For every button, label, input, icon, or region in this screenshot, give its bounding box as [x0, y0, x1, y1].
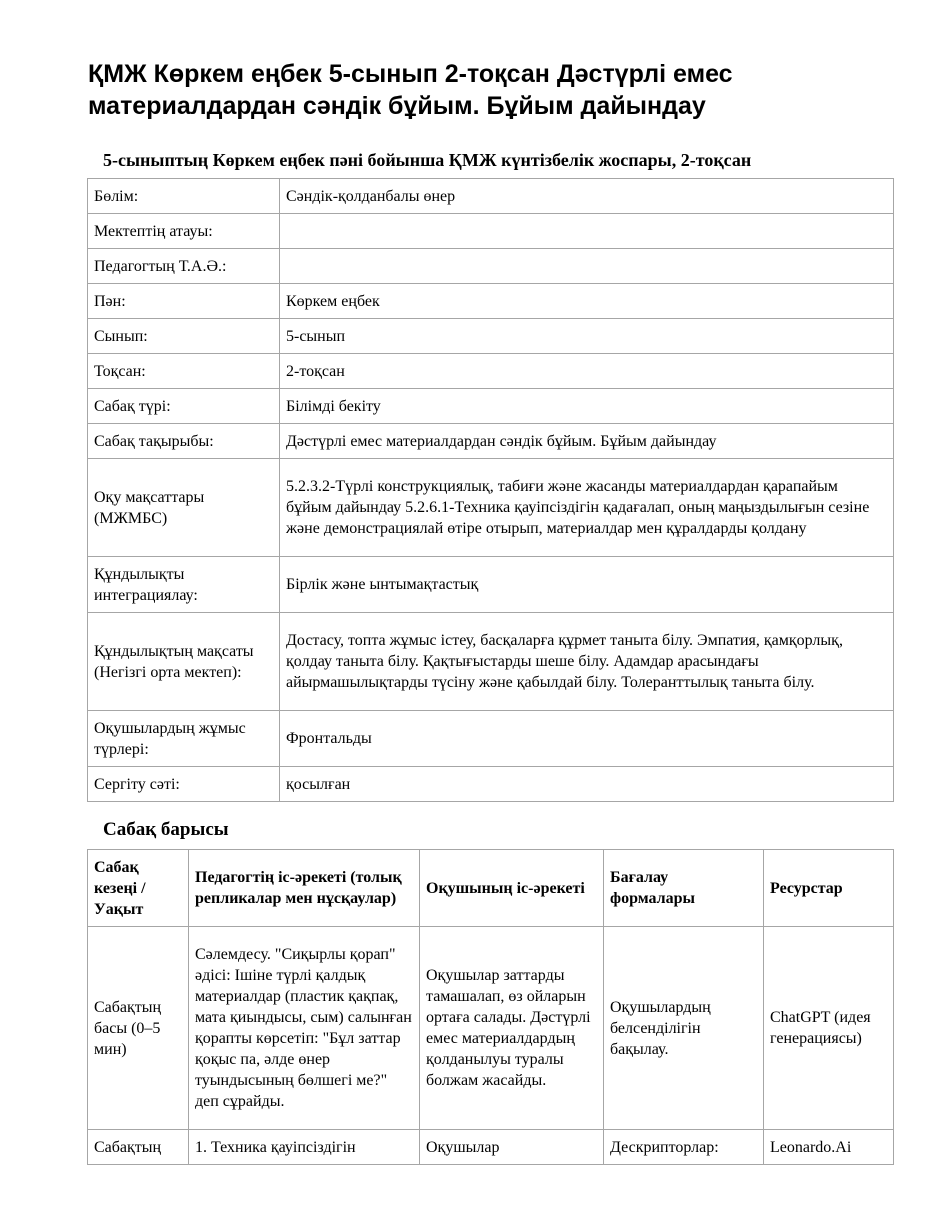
page-title: ҚМЖ Көркем еңбек 5-сынып 2-тоқсан Дәстүрлі емес материалдардан сәндік бұйым. Бұйым дайындау — [88, 60, 733, 120]
plan-subtitle: 5-сыныптың Көркем еңбек пәні бойынша ҚМЖ күнтізбелік жоспары, 2-тоқсан — [103, 150, 752, 170]
lesson-row — [88, 1130, 894, 1165]
info-label: Педагогтың Т.А.Ә.: — [88, 249, 280, 284]
lesson-header-row — [88, 850, 894, 927]
info-value: Достасу, топта жұмыс істеу, басқаларға құрмет таныта білу. Эмпатия, қамқорлық, қолдау таныта білу. Қақтығыстарды шеше білу. Адамдар арасындағы айырмашылықтарды түсіну және қабылдай білу. Толеранттылық таныта білу. — [280, 613, 894, 711]
info-value: Дәстүрлі емес материалдардан сәндік бұйым. Бұйым дайындау — [280, 424, 894, 459]
lesson-cell: Сәлемдесу. "Сиқырлы қорап" әдісі: Ішіне түрлі қалдық материалдар (пластик қақпақ, мата қиындысы, сым) салынған қорапты көрсетіп: "Бұл заттар қоқыс па, әлде өнер туындысының бөлшегі ме?" деп сұрайды. — [189, 927, 420, 1130]
info-row — [88, 249, 894, 284]
lesson-cell: Оқушылардың белсенділігін бақылау. — [604, 927, 764, 1130]
lesson-flow-table — [87, 849, 894, 1165]
info-label: Оқу мақсаттары (МЖМБС) — [88, 459, 280, 557]
info-row — [88, 319, 894, 354]
info-row — [88, 284, 894, 319]
info-label: Пән: — [88, 284, 280, 319]
lesson-cell: Leonardo.Ai — [764, 1130, 894, 1165]
info-value: Білімді бекіту — [280, 389, 894, 424]
info-value: Бірлік және ынтымақтастық — [280, 557, 894, 613]
lesson-cell: Дескрипторлар: — [604, 1130, 764, 1165]
lesson-cell: Сабақтың басы (0–5 мин) — [88, 927, 189, 1130]
info-row — [88, 613, 894, 711]
info-value: Сәндік-қолданбалы өнер — [280, 179, 894, 214]
info-label: Бөлім: — [88, 179, 280, 214]
column-header: Сабақ кезеңі / Уақыт — [88, 850, 189, 927]
section-title: Сабақ барысы — [103, 819, 229, 840]
lesson-info-table — [87, 178, 894, 802]
info-value: қосылған — [280, 767, 894, 802]
info-row — [88, 424, 894, 459]
info-row — [88, 179, 894, 214]
info-value — [280, 249, 894, 284]
info-label: Сабақ түрі: — [88, 389, 280, 424]
lesson-cell: Оқушылар заттарды тамашалап, өз ойларын ортаға салады. Дәстүрлі емес материалдардың қолданылуы туралы болжам жасайды. — [420, 927, 604, 1130]
info-value: 5-сынып — [280, 319, 894, 354]
info-row — [88, 389, 894, 424]
info-row — [88, 767, 894, 802]
info-label: Сынып: — [88, 319, 280, 354]
lesson-cell: Сабақтың — [88, 1130, 189, 1165]
info-label: Сабақ тақырыбы: — [88, 424, 280, 459]
info-label: Оқушылардың жұмыс түрлері: — [88, 711, 280, 767]
info-label: Құндылықтың мақсаты (Негізгі орта мектеп): — [88, 613, 280, 711]
info-value: Көркем еңбек — [280, 284, 894, 319]
info-value — [280, 214, 894, 249]
lesson-cell: Оқушылар — [420, 1130, 604, 1165]
lesson-cell: ChatGPT (идея генерациясы) — [764, 927, 894, 1130]
info-label: Құндылықты интеграциялау: — [88, 557, 280, 613]
lesson-cell: 1. Техника қауіпсіздігін — [189, 1130, 420, 1165]
info-label: Мектептің атауы: — [88, 214, 280, 249]
info-row — [88, 214, 894, 249]
info-value: 5.2.3.2-Түрлі конструкциялық, табиғи және жасанды материалдардан қарапайым бұйым дайындау 5.2.6.1-Техника қауіпсіздігін қадағалап, оның маңыздылығын сезіне және демонстрациялай өтіре отырып, материалдар мен құралдарды қолдану — [280, 459, 894, 557]
column-header: Ресурстар — [764, 850, 894, 927]
info-row — [88, 711, 894, 767]
column-header: Педагогтің іс-әрекеті (толық репликалар мен нұсқаулар) — [189, 850, 420, 927]
info-label: Сергіту сәті: — [88, 767, 280, 802]
column-header: Оқушының іс-әрекеті — [420, 850, 604, 927]
column-header: Бағалау формалары — [604, 850, 764, 927]
info-row — [88, 459, 894, 557]
lesson-row — [88, 927, 894, 1130]
info-value: 2-тоқсан — [280, 354, 894, 389]
info-label: Тоқсан: — [88, 354, 280, 389]
info-row — [88, 557, 894, 613]
info-value: Фронтальды — [280, 711, 894, 767]
info-row — [88, 354, 894, 389]
